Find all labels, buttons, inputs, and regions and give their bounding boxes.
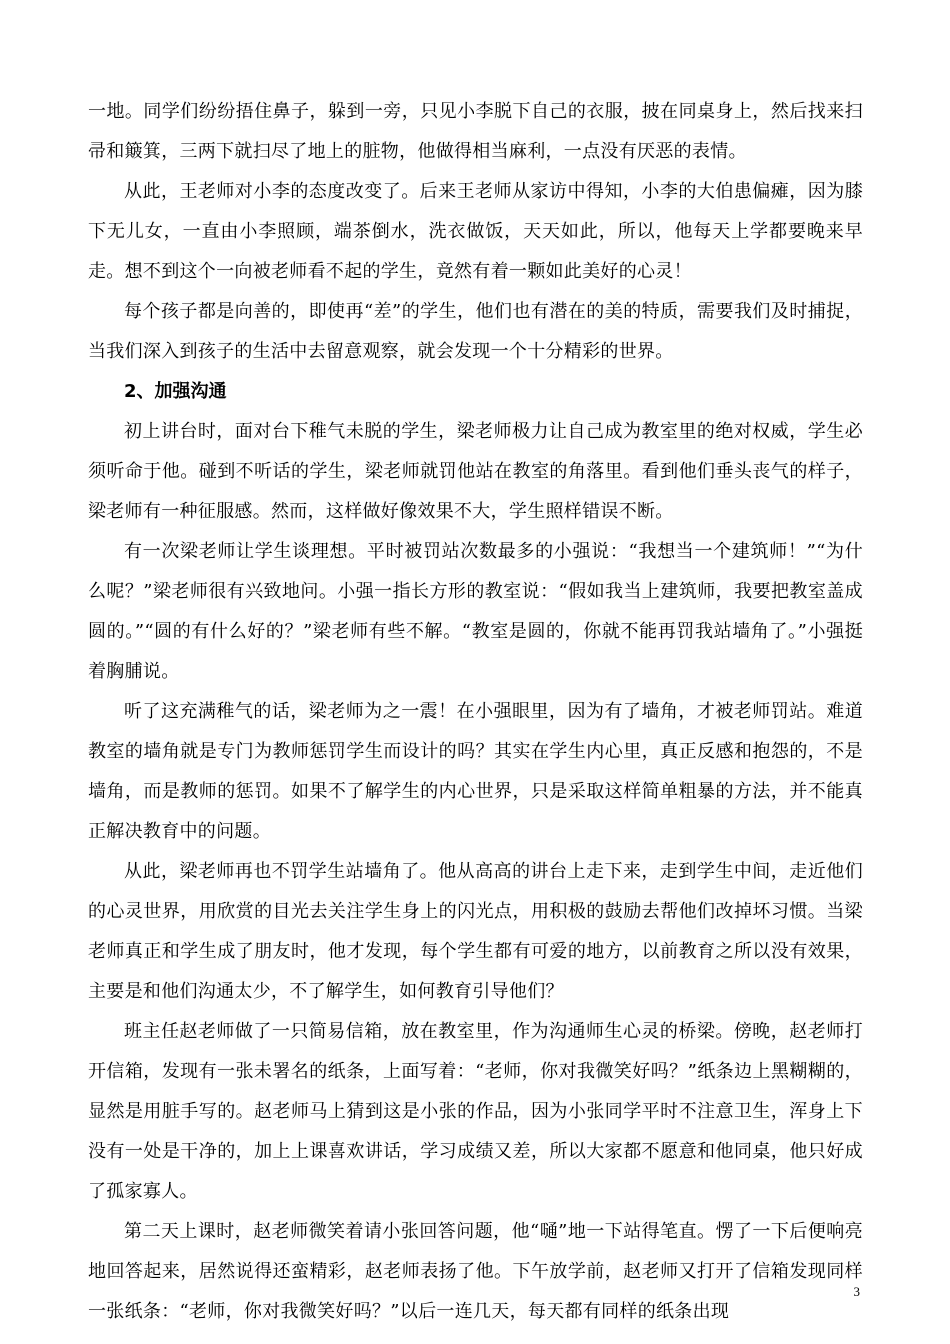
paragraph-ideal-talk: 有一次梁老师让学生谈理想。平时被罚站次数最多的小强说：“我想当一个建筑师！”“为什么呢？”梁老师很有兴致地问。小强一指长方形的教室说：“假如我当上建筑师，我要把教室盖成圆的。”“圆的有什么好的？”梁老师有些不解。“教室是圆的，你就不能再罚我站墙角了。”小强挺着胸脯说。 — [88, 541, 863, 682]
document-body — [88, 92, 863, 1332]
page-number: 3 — [853, 1284, 860, 1299]
paragraph-reflection: 听了这充满稚气的话，梁老师为之一震！在小强眼里，因为有了墙角，才被老师罚站。难道教室的墙角就是专门为教师惩罚学生而设计的吗？其实在学生内心里，真正反感和抱怨的，不是墙角，而是教师的惩罚。如果不了解学生的内心世界，只是采取这样简单粗暴的方法，并不能真正解决教育中的问题。 — [88, 701, 863, 842]
section-heading: 2、加强沟通 — [124, 381, 227, 402]
paragraph-no-more-punishment: 从此，梁老师再也不罚学生站墙角了。他从高高的讲台上走下来，走到学生中间，走近他们的心灵世界，用欣赏的目光去关注学生身上的闪光点，用积极的鼓励去帮他们改掉坏习惯。当梁老师真正和学生成了朋友时，他才发现，每个学生都有可爱的地方，以前教育之所以没有效果，主要是和他们沟通太少，不了解学生，如何教育引导他们？ — [88, 861, 863, 1002]
paragraph-next-day: 第二天上课时，赵老师微笑着请小张回答问题，他“嗵”地一下站得笔直。愣了一下后便响亮地回答起来，居然说得还蛮精彩，赵老师表扬了他。下午放学前，赵老师又打开了信箱发现同样一张纸条：“老师，你对我微笑好吗？”以后一连几天，每天都有同样的纸条出现 — [88, 1221, 863, 1322]
paragraph-first-teaching: 初上讲台时，面对台下稚气未脱的学生，梁老师极力让自己成为教室里的绝对权威，学生必须听命于他。碰到不听话的学生，梁老师就罚他站在教室的角落里。看到他们垂头丧气的样子，梁老师有一种征服感。然而，这样做好像效果不大，学生照样错误不断。 — [88, 421, 863, 522]
paragraph-continuation: 一地。同学们纷纷捂住鼻子，躲到一旁，只见小李脱下自己的衣服，披在同桌身上，然后找来扫帚和簸箕，三两下就扫尽了地上的脏物，他做得相当麻利，一点没有厌恶的表情。 — [88, 101, 863, 162]
paragraph-every-child-good: 每个孩子都是向善的，即使再“差”的学生，他们也有潜在的美的特质，需要我们及时捕捉，当我们深入到孩子的生活中去留意观察，就会发现一个十分精彩的世界。 — [88, 301, 863, 362]
paragraph-attitude-change: 从此，王老师对小李的态度改变了。后来王老师从家访中得知，小李的大伯患偏瘫，因为膝下无儿女，一直由小李照顾，端茶倒水，洗衣做饭，天天如此，所以，他每天上学都要晚来早走。想不到这个一向被老师看不起的学生，竟然有着一颗如此美好的心灵！ — [88, 181, 863, 282]
paragraph-mailbox: 班主任赵老师做了一只简易信箱，放在教室里，作为沟通师生心灵的桥梁。傍晚，赵老师打开信箱，发现有一张未署名的纸条，上面写着：“老师，你对我微笑好吗？”纸条边上黑糊糊的，显然是用脏手写的。赵老师马上猜到这是小张的作品，因为小张同学平时不注意卫生，浑身上下没有一处是干净的，加上上课喜欢讲话，学习成绩又差，所以大家都不愿意和他同桌，他只好成了孤家寡人。 — [88, 1021, 863, 1202]
